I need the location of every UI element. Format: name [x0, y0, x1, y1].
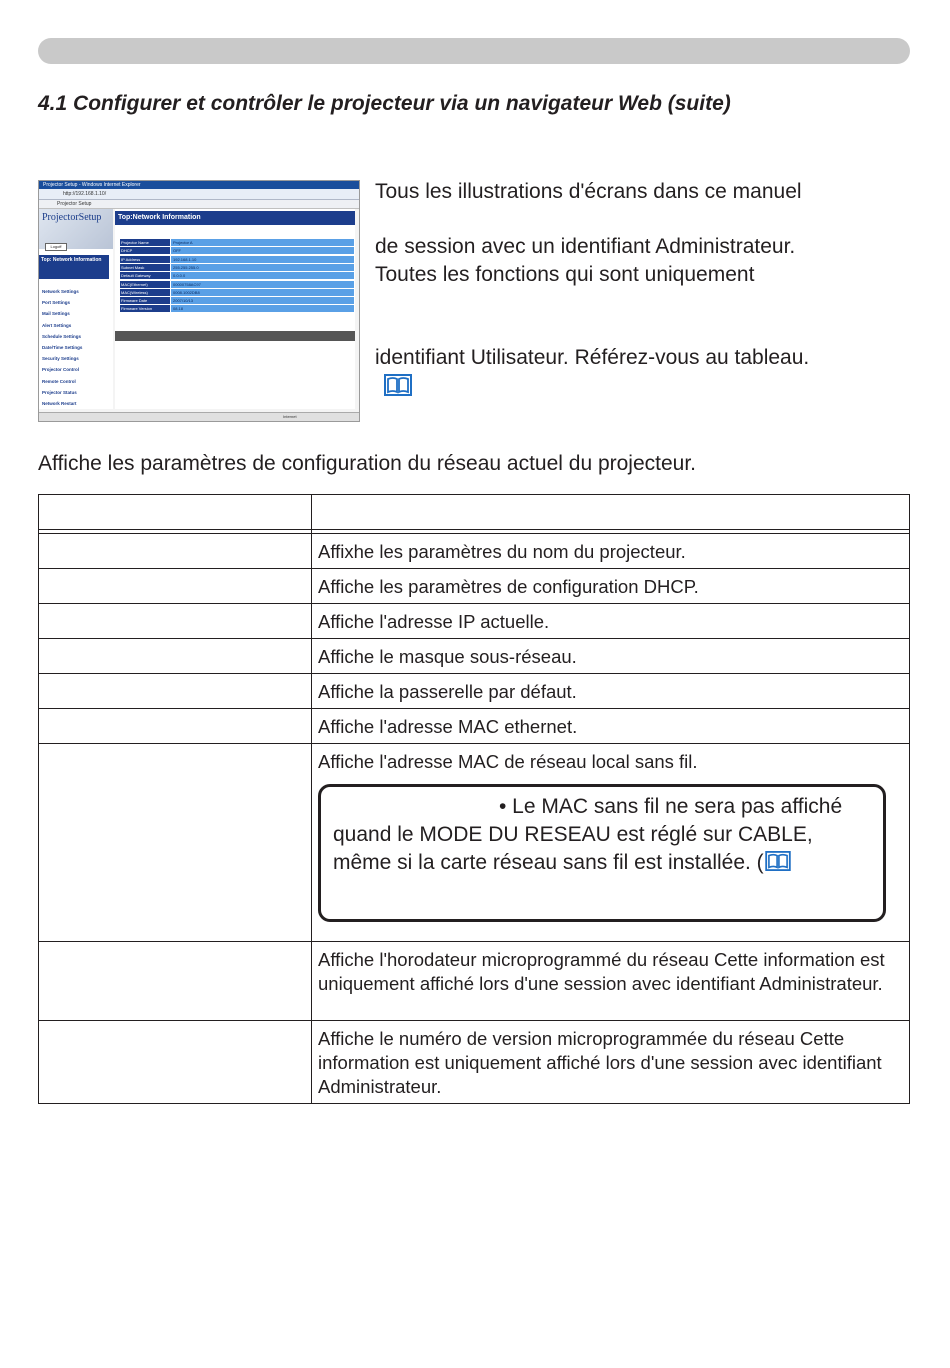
screenshot-row: [120, 289, 354, 296]
screenshot-row: [120, 256, 354, 263]
table-row: [39, 709, 910, 744]
screenshot-row-key: Projector Name: [120, 239, 170, 246]
screenshot-row-value: Projector A: [171, 239, 354, 246]
screenshot-menu-item: Projector Status: [42, 389, 77, 395]
note-line-1: • Le MAC sans fil ne sera pas affiché: [499, 795, 843, 818]
screenshot-row: [120, 281, 354, 288]
screenshot-menu-item: Projector Control: [42, 367, 80, 373]
screenshot-logo: ProjectorSetup: [42, 212, 102, 223]
row-description: Affiche la passerelle par défaut.: [312, 674, 910, 709]
note-line-2: quand le MODE DU RESEAU est réglé sur CABLE,: [333, 823, 813, 846]
screenshot-menu-item: Alert Settings: [42, 322, 72, 328]
row-description: Affixhe les paramètres du nom du projecteur.: [312, 534, 910, 569]
side-line-3: Toutes les fonctions qui sont uniquement: [375, 263, 755, 286]
screenshot-row-key: Default Gateway: [120, 272, 170, 279]
screenshot-sidebar: [39, 209, 113, 409]
screenshot-row: [120, 264, 354, 271]
screenshot-active-item: Top: Network Information: [39, 255, 109, 279]
screenshot-logoff-button: Logoff: [45, 243, 67, 251]
screenshot-row: [120, 305, 354, 312]
header-bar: [38, 38, 910, 64]
row-description: Affiche l'adresse MAC de réseau local sans fil.: [318, 751, 698, 772]
screenshot-row-value: 0.0.0.0: [171, 272, 354, 279]
screenshot-row-key: Firmware Version: [120, 305, 170, 312]
screenshot-statusbar: Internet: [39, 412, 359, 421]
table-row: [39, 604, 910, 639]
intro-text: Affiche les paramètres de configuration du réseau actuel du projecteur.: [38, 452, 697, 475]
table-row: [39, 569, 910, 604]
screenshot-menu-item: Network Settings: [42, 289, 79, 294]
table-row: [39, 534, 910, 569]
browser-screenshot: [38, 180, 360, 422]
screenshot-row-value: 2007/10/13: [171, 297, 354, 304]
row-description: Affiche l'adresse MAC ethernet.: [312, 709, 910, 744]
screenshot-row-value: 0008.1002DB8: [171, 289, 354, 296]
screenshot-menu-item: Security Settings: [42, 356, 79, 362]
table-row: [39, 674, 910, 709]
screenshot-logo-area: [39, 209, 113, 249]
note-box: [318, 784, 886, 922]
row-description: Affiche l'horodateur microprogrammé du réseau Cette information est uniquement affiché lors d'une session avec identifiant Administrateur.: [312, 942, 910, 1021]
screenshot-menu-item: Network Restart: [42, 401, 77, 406]
book-icon: [764, 851, 792, 871]
header-cell-item: [39, 495, 312, 530]
screenshot-row: [120, 247, 354, 254]
screenshot-row-key: MAC(Wireless): [120, 289, 170, 296]
screenshot-row-key: DHCP: [120, 247, 170, 254]
screenshot-row: [120, 272, 354, 279]
row-description: Affiche les paramètres de configuration DHCP.: [312, 569, 910, 604]
screenshot-row-key: Firmware Date: [120, 297, 170, 304]
screenshot-row-value: 192.168.1.10: [171, 256, 354, 263]
screenshot-titlebar: Projector Setup - Windows Internet Explorer: [39, 181, 359, 189]
table-row: [39, 744, 910, 942]
screenshot-menu-item: Remote Control: [42, 378, 76, 384]
screenshot-main: [115, 209, 355, 409]
screenshot-menu-item: Mail Settings: [42, 311, 70, 317]
screenshot-row: [120, 239, 354, 246]
screenshot-row-value: 08.18: [171, 305, 354, 312]
row-description: Affiche le masque sous-réseau.: [312, 639, 910, 674]
table-row: [39, 1021, 910, 1104]
note-line-3: même si la carte réseau sans fil est installée. (: [333, 849, 873, 877]
table-row: [39, 942, 910, 1021]
screenshot-row-value: 00000758AC97: [171, 281, 354, 288]
side-line-2: de session avec un identifiant Administrateur.: [375, 235, 796, 258]
screenshot-row-value: OFF: [171, 247, 354, 254]
screenshot-address-bar: http://192.168.1.10/: [39, 189, 359, 200]
screenshot-menu-item: Schedule Settings: [42, 333, 82, 339]
screenshot-band: [115, 331, 355, 341]
screenshot-row-value: 255.255.255.0: [171, 264, 354, 271]
screenshot-heading: Top:Network Information: [115, 211, 355, 225]
screenshot-menu-item: Date/Time Settings: [42, 345, 83, 350]
table-header-row: [39, 495, 910, 530]
table-row: [39, 639, 910, 674]
header-cell-description: [312, 495, 910, 530]
screenshot-favorites-bar: Projector Setup: [39, 200, 359, 209]
row-description: Affiche le numéro de version microprogrammée du réseau Cette information est uniquement affiché lors d'une session avec identifiant Administrateur.: [312, 1021, 910, 1104]
screenshot-row-key: MAC(Ethernet): [120, 281, 170, 288]
side-line-4: identifiant Utilisateur. Référez-vous au tableau.: [375, 346, 810, 369]
network-info-table: [38, 494, 910, 1104]
screenshot-menu-item: Port Settings: [42, 300, 71, 306]
section-title: 4.1 Configurer et contrôler le projecteur via un navigateur Web (suite): [38, 92, 731, 115]
row-description: Affiche l'adresse IP actuelle.: [312, 604, 910, 639]
screenshot-row: [120, 297, 354, 304]
book-icon: [384, 374, 412, 396]
screenshot-row-key: IP Address: [120, 256, 170, 263]
screenshot-row-key: Subnet Mask: [120, 264, 170, 271]
side-line-1: Tous les illustrations d'écrans dans ce manuel: [375, 180, 802, 203]
